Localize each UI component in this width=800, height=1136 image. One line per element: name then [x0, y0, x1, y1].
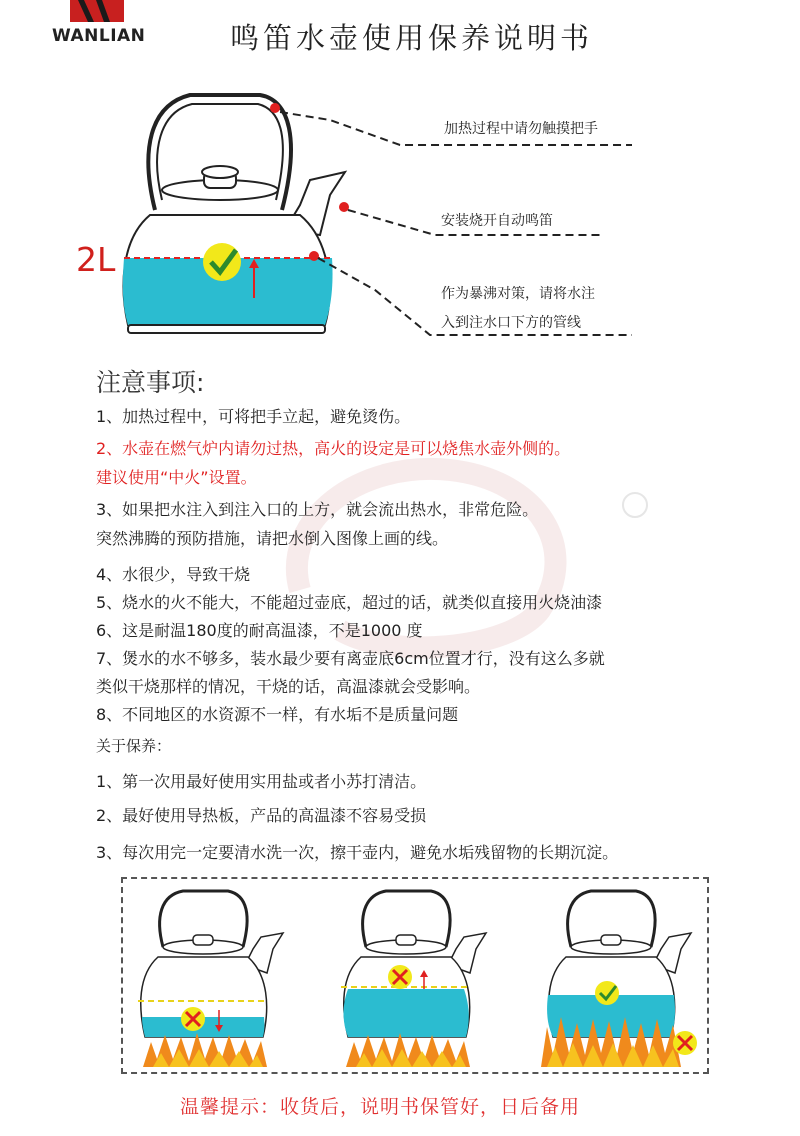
brand-name: WANLIAN: [52, 26, 146, 46]
callout-fill-line-1: 作为暴沸对策，请将水注: [441, 286, 595, 302]
notes-heading: 注意事项:: [96, 368, 205, 397]
example-overfilled: [341, 891, 486, 1067]
care-heading: 关于保养：: [96, 737, 172, 755]
capacity-label: 2L: [76, 240, 116, 279]
care-line: 1、第一次用最好使用实用盐或者小苏打清洁。: [96, 772, 427, 791]
note-line-warning: 建议使用“中火”设置。: [96, 468, 257, 487]
note-line-warning: 2、水壶在燃气炉内请勿过热，高火的设定是可以烧焦水壶外侧的。: [96, 439, 571, 458]
example-big-flame: [541, 891, 697, 1067]
callout-whistle: 安装烧开自动鸣笛: [441, 213, 553, 229]
watermark-logo: [240, 420, 660, 680]
usage-examples-illustration: [121, 877, 709, 1074]
callout-handle: 加热过程中请勿触摸把手: [444, 121, 598, 137]
kettle-diagram: [0, 70, 800, 360]
note-line: 突然沸腾的预防措施，请把水倒入图像上画的线。: [96, 529, 449, 548]
care-line: 3、每次用完一定要清水洗一次，擦干壶内，避免水垢残留物的长期沉淀。: [96, 843, 619, 862]
note-line: 6、这是耐温180度的耐高温漆，不是1000 度: [96, 621, 423, 640]
note-line: 4、水很少，导致干烧: [96, 565, 251, 584]
note-line: 8、不同地区的水资源不一样，有水垢不是质量问题: [96, 705, 459, 724]
check-icon: [203, 243, 241, 281]
note-line: 类似干烧那样的情况，干烧的话，高温漆就会受影响。: [96, 677, 481, 696]
note-line: 1、加热过程中，可将把手立起，避免烫伤。: [96, 407, 411, 426]
note-line: 7、煲水的水不够多，装水最少要有离壶底6cm位置才行，没有这么多就: [96, 649, 605, 668]
footer-tip: 温馨提示：收货后，说明书保管好，日后备用: [180, 1096, 581, 1118]
note-line: 5、烧水的火不能大，不能超过壶底，超过的话，就类似直接用火烧油漆: [96, 593, 603, 612]
example-low-water: [138, 891, 283, 1067]
care-line: 2、最好使用导热板，产品的高温漆不容易受损: [96, 806, 427, 825]
note-line: 3、如果把水注入到注入口的上方，就会流出热水，非常危险。: [96, 500, 539, 519]
callout-fill-line-2: 入到注水口下方的管线: [441, 315, 581, 331]
page-title: 鸣笛水壶使用保养说明书: [230, 21, 594, 55]
brand-logo-icon: [70, 0, 124, 22]
